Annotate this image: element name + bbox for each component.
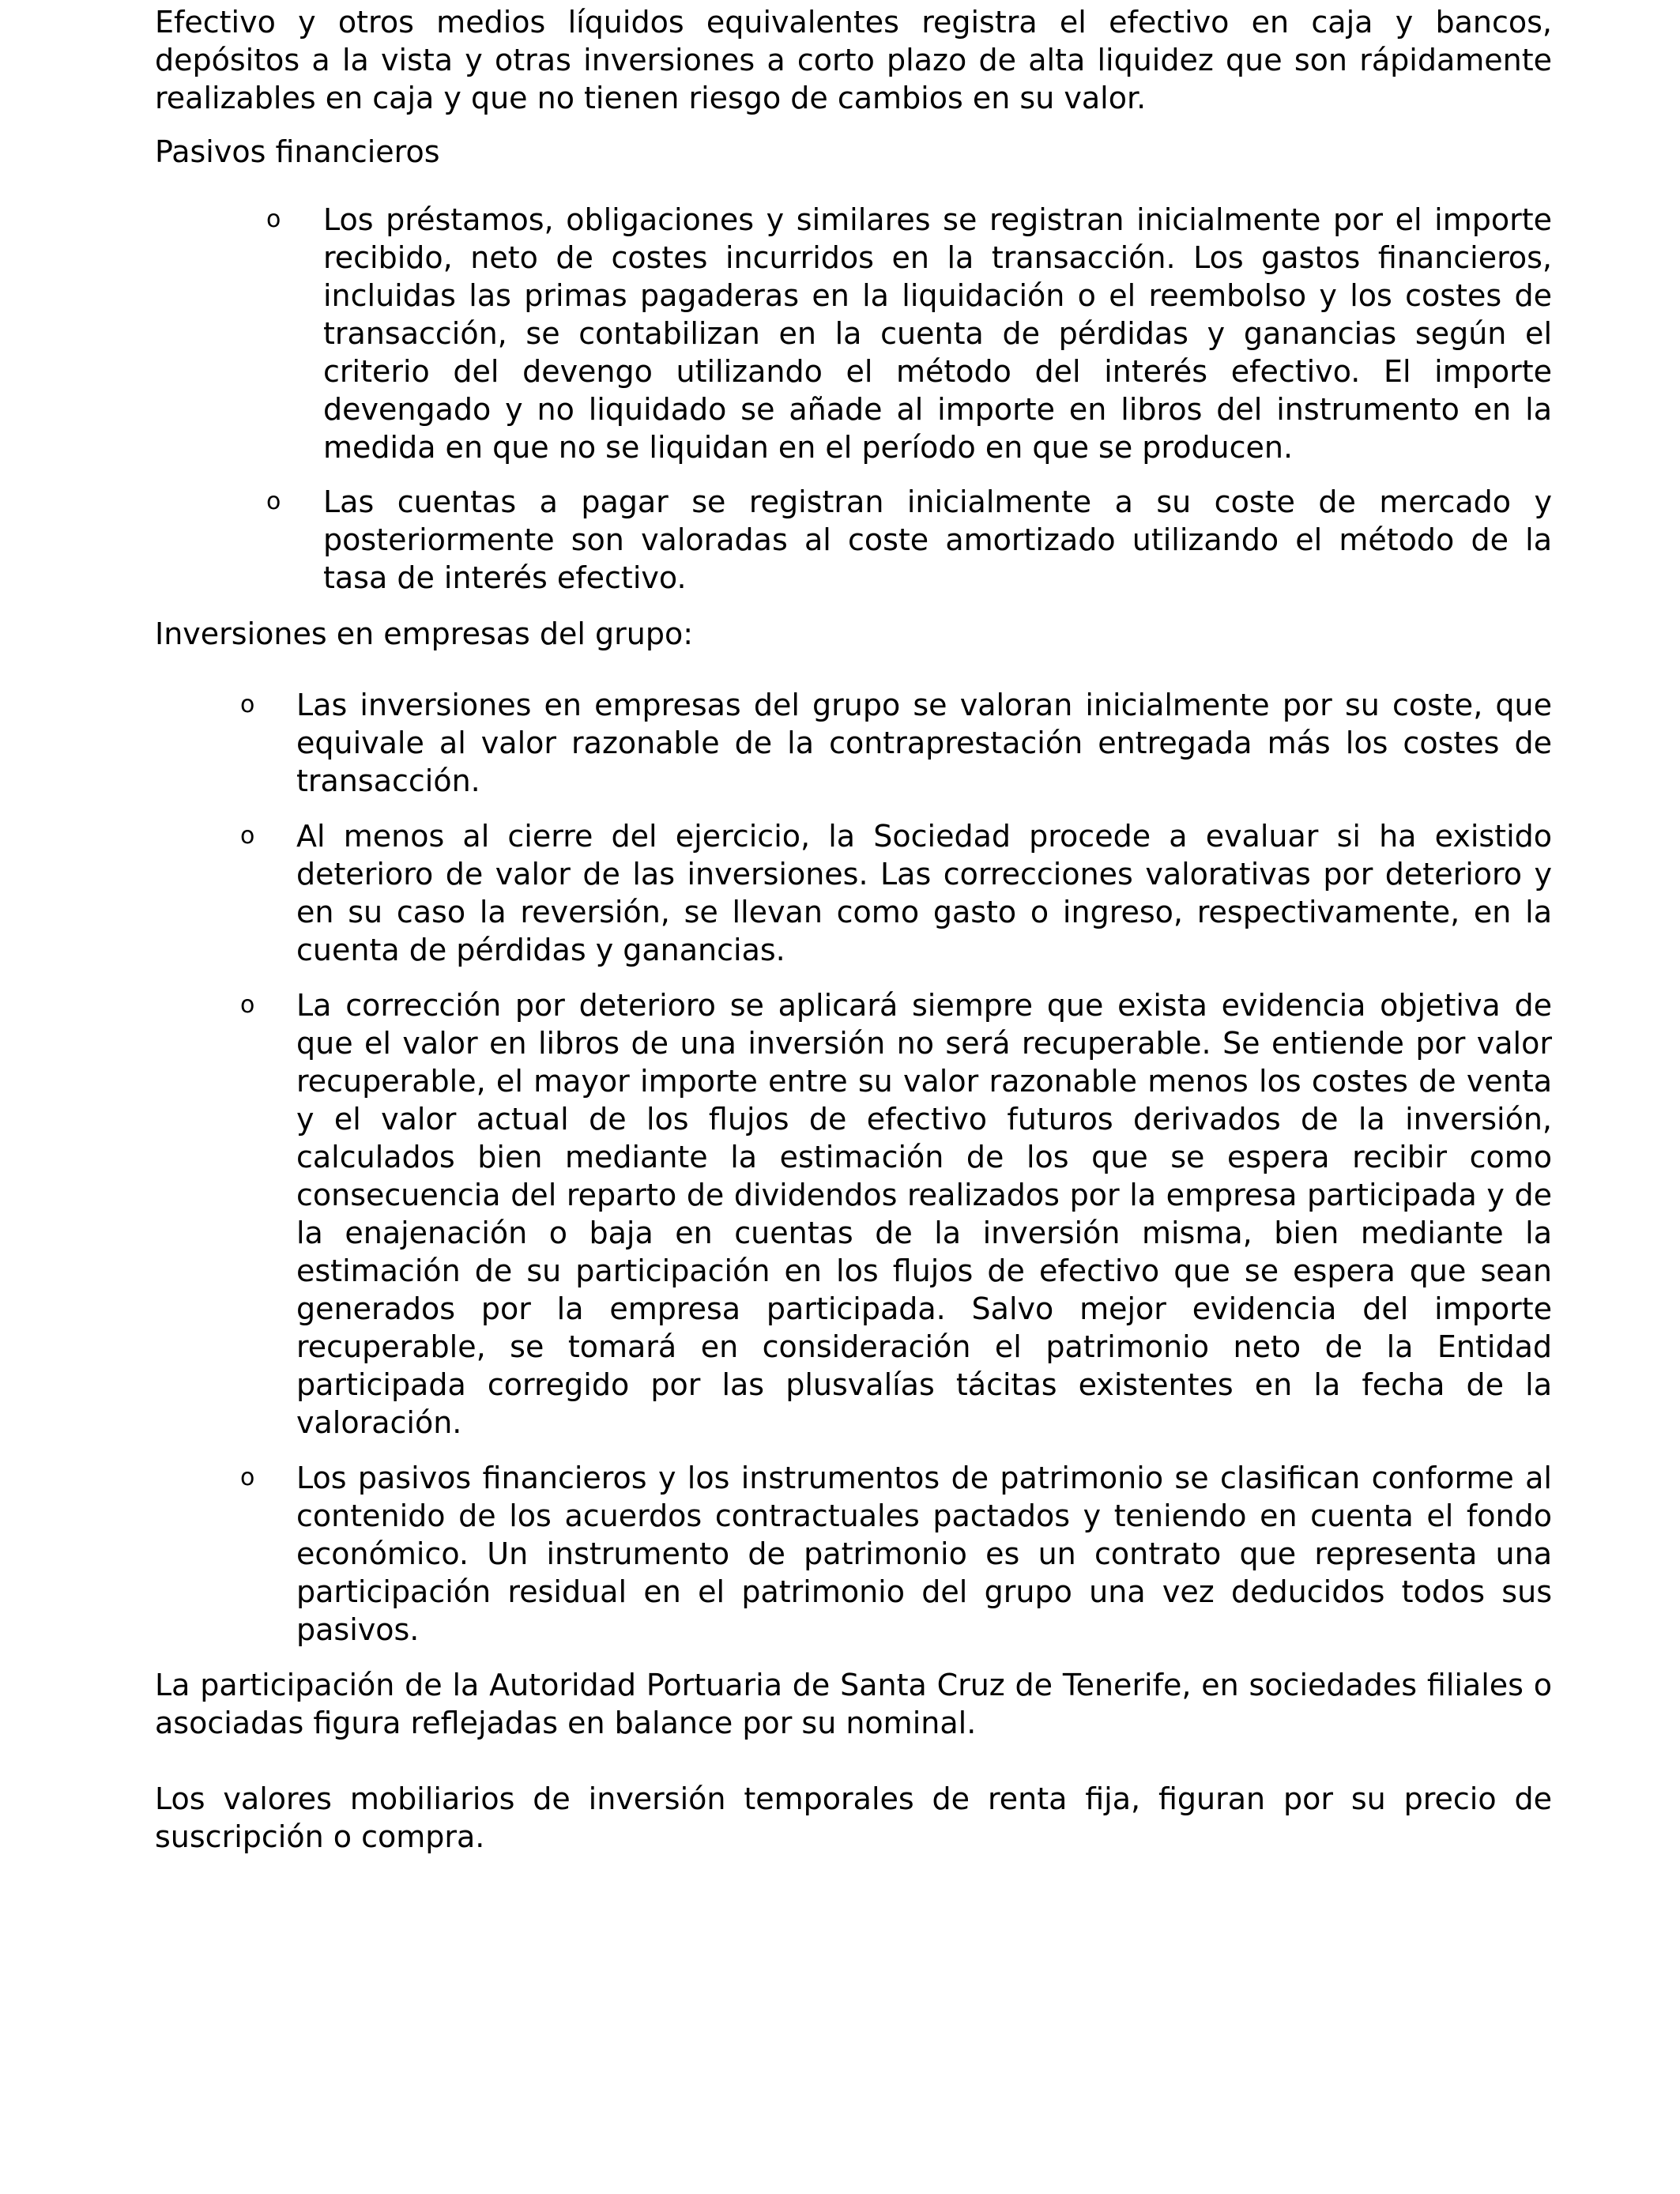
section-heading-pasivos: Pasivos financieros [155, 134, 440, 169]
bullet-icon: o [266, 488, 281, 515]
list-item-text: La corrección por deterioro se aplicará siempre que exista evidencia objetiva de que el valor en libros de una inversión no será recuperable. Se entiende por valor recuperable, el mayor importe entre su valor razonable menos los costes de venta y el valor actual de los flujos de efectivo futuros derivados de la inversión, calculados bien mediante la estimación de los que se espera recibir como consecuencia del reparto de dividendos realizados por la empresa participada y de la enajenación o baja en cuentas de la inversión misma, bien mediante la estimación de su participación en los flujos de efectivo que se espera que sean generados por la empresa participada. Salvo mejor evidencia del importe recuperable, se tomará en consideración el patrimonio neto de la Entidad participada corregido por las plusvalías tácitas existentes en la fecha de la valoración. [296, 988, 1552, 1440]
list-item [155, 483, 1552, 597]
participacion-paragraph: La participación de la Autoridad Portuaria de Santa Cruz de Tenerife, en sociedades filiales o asociadas figura reflejadas en balance por su nominal. [155, 1668, 1552, 1740]
list-item-text: Los pasivos financieros y los instrumentos de patrimonio se clasifican conforme al contenido de los acuerdos contractuales pactados y teniendo en cuenta el fondo económico. Un instrumento de patrimonio es un contrato que representa una participación residual en el patrimonio del grupo una vez deducidos todos sus pasivos. [296, 1461, 1552, 1647]
intro-paragraph: Efectivo y otros medios líquidos equivalentes registra el efectivo en caja y bancos, depósitos a la vista y otras inversiones a corto plazo de alta liquidez que son rápidamente realizables en caja y que no tienen riesgo de cambios en su valor. [155, 5, 1552, 115]
document-page [155, 3, 1552, 1856]
bullet-icon: o [240, 691, 255, 718]
bullet-icon: o [266, 205, 281, 233]
list-item [155, 817, 1552, 969]
section-heading-inversiones: Inversiones en empresas del grupo: [155, 616, 694, 651]
list-item-text: Al menos al cierre del ejercicio, la Sociedad procede a evaluar si ha existido deterioro de valor de las inversiones. Las correcciones valorativas por deterioro y en su caso la reversión, se llevan como gasto o ingreso, respectivamente, en la cuenta de pérdidas y ganancias. [296, 819, 1552, 967]
list-item-text: Las inversiones en empresas del grupo se valoran inicialmente por su coste, que equivale al valor razonable de la contraprestación entregada más los costes de transacción. [296, 688, 1552, 798]
list-item [155, 201, 1552, 466]
pasivos-list [155, 201, 1552, 597]
inversiones-list [155, 686, 1552, 1649]
list-item [155, 1459, 1552, 1649]
bullet-icon: o [240, 991, 255, 1019]
bullet-icon: o [240, 1464, 255, 1491]
bullet-icon: o [240, 822, 255, 850]
list-item [155, 686, 1552, 800]
valores-paragraph: Los valores mobiliarios de inversión temporales de renta fija, figuran por su precio de suscripción o compra. [155, 1781, 1552, 1854]
list-item-text: Los préstamos, obligaciones y similares se registran inicialmente por el importe recibido, neto de costes incurridos en la transacción. Los gastos financieros, incluidas las primas pagaderas en la liquidación o el reembolso y los costes de transacción, se contabilizan en la cuenta de pérdidas y ganancias según el criterio del devengo utilizando el método del interés efectivo. El importe devengado y no liquidado se añade al importe en libros del instrumento en la medida en que no se liquidan en el período en que se producen. [323, 202, 1552, 465]
list-item-text: Las cuentas a pagar se registran inicialmente a su coste de mercado y posteriormente son valoradas al coste amortizado utilizando el método de la tasa de interés efectivo. [323, 484, 1552, 595]
list-item [155, 986, 1552, 1442]
